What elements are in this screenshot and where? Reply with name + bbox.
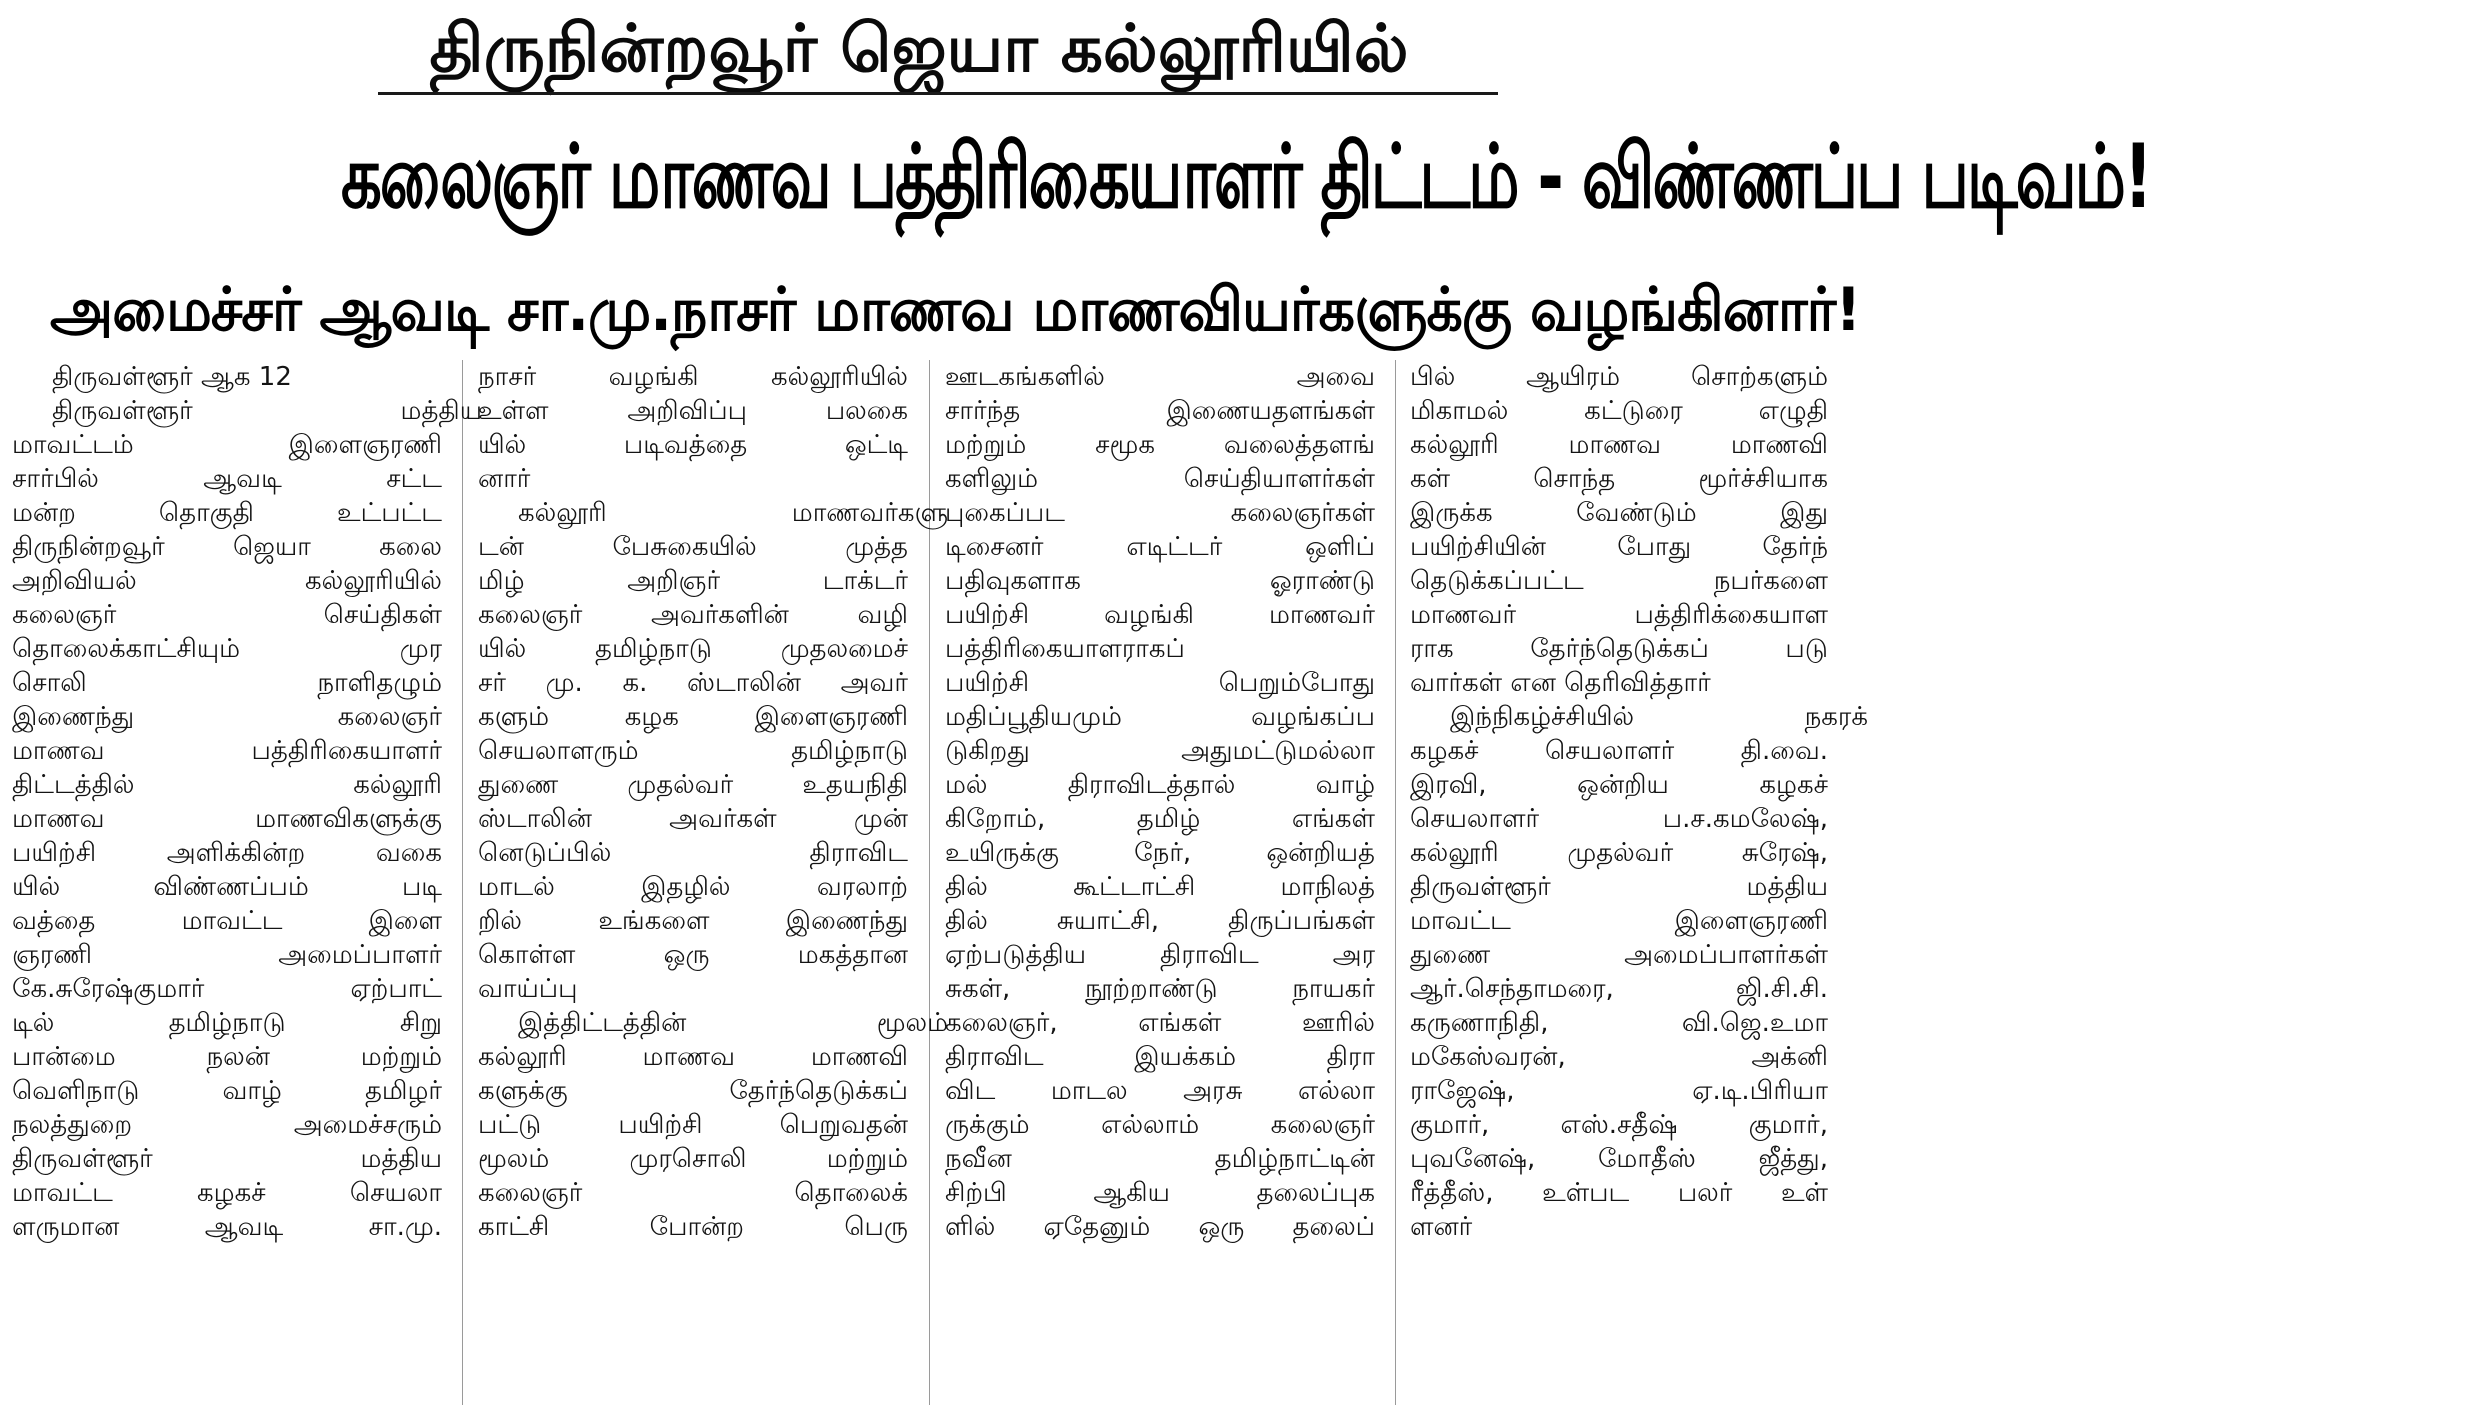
article-line: மாணவ மாணவிகளுக்கு [12,804,442,834]
article-line: குமார், எஸ்.சதீஷ் குமார், [1410,1110,1828,1140]
article-line: தில் கூட்டாட்சி மாநிலத் [945,872,1375,902]
article-line: பயிற்சி அளிக்கின்ற வகை [12,838,442,868]
article-line: கிறோம், தமிழ் எங்கள் [945,804,1375,834]
article-line: வெளிநாடு வாழ் தமிழர் [12,1076,442,1106]
main-headline [0,112,2151,242]
article-line: ளருமான ஆவடி சா.மு. [12,1212,442,1242]
article-line: பான்மை நலன் மற்றும் [12,1042,442,1072]
article-line: கருணாநிதி, வி.ஜெ.உமா [1410,1008,1828,1038]
article-line: செயலாளர் ப.ச.கமலேஷ், [1410,804,1828,834]
text-column-4 [1410,360,1868,1405]
column-divider [1395,360,1396,1405]
article-line: பயிற்சி வழங்கி மாணவர் [945,600,1375,630]
text-column-1 [12,360,482,1405]
article-line: மல் திராவிடத்தால் வாழ் [945,770,1375,800]
article-line: கலைஞர் அவர்களின் வழி [478,600,908,630]
article-line: கலைஞர் செய்திகள் [12,600,442,630]
article-line: நலத்துறை அமைச்சரும் [12,1110,442,1140]
article-line: சார்பில் ஆவடி சட்ட [12,464,442,494]
article-line: னார் [478,464,531,494]
article-line: கொள்ள ஒரு மகத்தான [478,940,908,970]
article-line: புவனேஷ், மோதீஸ் ஜீத்து, [1410,1144,1828,1174]
article-line: வாய்ப்பு [478,974,578,1004]
article-line: தில் சுயாட்சி, திருப்பங்கள் [945,906,1375,936]
article-line: திருவள்ளூர் ஆக 12 [52,362,292,392]
article-line: இருக்க வேண்டும் இது [1410,498,1828,528]
article-line: கழகச் செயலாளர் தி.வை. [1410,736,1828,766]
article-line: ஸ்டாலின் அவர்கள் முன் [478,804,908,834]
article-line: விட மாடல அரசு எல்லா [945,1076,1375,1106]
article-line: ஏற்படுத்திய திராவிட அர [945,940,1375,970]
article-line: களுக்கு தேர்ந்தெடுக்கப் [478,1076,908,1106]
article-line: ளில் ஏதேனும் ஒரு தலைப் [945,1212,1375,1242]
article-line: ராஜேஷ், ஏ.டி.பிரியா [1410,1076,1828,1106]
article-line: மிழ் அறிஞர் டாக்டர் [478,566,908,596]
text-column-2 [478,360,948,1405]
article-line: ஊடகங்களில் அவை [945,362,1375,392]
article-line: களிலும் செய்தியாளர்கள் [945,464,1375,494]
article-line: மாடல் இதழில் வரலாற் [478,872,908,902]
article-line: காட்சி போன்ற பெரு [478,1212,908,1242]
sub-headline [0,268,1861,352]
article-line: மதிப்பூதியமும் வழங்கப்ப [945,702,1375,732]
article-line: அறிவியல் கல்லூரியில் [12,566,442,596]
article-line: கே.சுரேஷ்குமார் ஏற்பாட் [12,974,442,1004]
article-line: மூலம் முரசொலி மற்றும் [478,1144,908,1174]
article-line: டில் தமிழ்நாடு சிறு [12,1008,442,1038]
article-line: கல்லூரி முதல்வர் சுரேஷ், [1410,838,1828,868]
article-line: திராவிட இயக்கம் திரா [945,1042,1375,1072]
article-line: மாவட்டம் இளைஞரணி [12,430,442,460]
article-line: மற்றும் சமூக வலைத்தளங் [945,430,1375,460]
article-line: வத்தை மாவட்ட இளை [12,906,442,936]
article-line: திருவள்ளூர் மத்திய [1410,872,1828,902]
article-line: சொலி நாளிதழும் [12,668,442,698]
article-line: ஆர்.செந்தாமரை, ஜி.சி.சி. [1410,974,1828,1004]
article-line: றில் உங்களை இணைந்து [478,906,908,936]
article-line: ரீத்தீஸ், உள்பட பலர் உள் [1410,1178,1828,1208]
article-line: களும் கழக இளைஞரணி [478,702,908,732]
article-line: திருவள்ளூர் மத்திய [12,1144,442,1174]
article-line: கல்லூரி மாணவ மாணவி [1410,430,1828,460]
article-line: கலைஞர் தொலைக் [478,1178,908,1208]
headline-text: கலைஞர் மாணவ பத்திரிகையாளர் திட்டம் - விண்ணப்ப படிவம்! [341,125,2151,228]
article-line: சர் மு. க. ஸ்டாலின் அவர் [478,668,908,698]
article-line: மாவட்ட இளைஞரணி [1410,906,1828,936]
article-line: தெடுக்கப்பட்ட நபர்களை [1410,566,1828,596]
kicker-underline [378,92,1498,95]
article-line: திருவள்ளூர் மத்திய [52,396,482,426]
article-line: இந்நிகழ்ச்சியில் நகரக் [1450,702,1868,732]
article-line: திட்டத்தில் கல்லூரி [12,770,442,800]
article-line: துணை அமைப்பாளர்கள் [1410,940,1828,970]
text-column-3 [945,360,1375,1405]
article-line: திருநின்றவூர் ஜெயா கலை [12,532,442,562]
article-line: சார்ந்த இணையதளங்கள் [945,396,1375,426]
article-line: இணைந்து கலைஞர் [12,702,442,732]
article-line: னெடுப்பில் திராவிட [478,838,908,868]
article-line: மாணவர் பத்திரிக்கையாள [1410,600,1828,630]
article-line: பதிவுகளாக ஓராண்டு [945,566,1375,596]
article-line: பில் ஆயிரம் சொற்களும் [1410,362,1828,392]
article-line: தொலைக்காட்சியும் முர [12,634,442,664]
article-line: நவீன தமிழ்நாட்டின் [945,1144,1375,1174]
article-line: பயிற்சியின் போது தேர்ந் [1410,532,1828,562]
article-line: நாசர் வழங்கி கல்லூரியில் [478,362,908,392]
article-line: வார்கள் என தெரிவித்தார் [1410,668,1711,698]
article-line: ஞரணி அமைப்பாளர் [12,940,442,970]
article-line: யில் படிவத்தை ஒட்டி [478,430,908,460]
article-line: டிசைனர் எடிட்டர் ஒளிப் [945,532,1375,562]
article-line: செயலாளரும் தமிழ்நாடு [478,736,908,766]
article-line: சிற்பி ஆகிய தலைப்புக [945,1178,1375,1208]
article-line: பத்திரிகையாளராகப் [945,634,1185,664]
article-line: கல்லூரி மாணவ மாணவி [478,1042,908,1072]
article-line: ராக தேர்ந்தெடுக்கப் படு [1410,634,1828,664]
article-line: மிகாமல் கட்டுரை எழுதி [1410,396,1828,426]
kicker-headline [0,4,1838,94]
article-line: யில் விண்ணப்பம் படி [12,872,442,902]
article-line: டுகிறது அதுமட்டுமல்லா [945,736,1375,766]
article-line: சுகள், நூற்றாண்டு நாயகர் [945,974,1375,1004]
column-divider [462,360,463,1405]
article-line: உள்ள அறிவிப்பு பலகை [478,396,908,426]
article-line: மாவட்ட கழகச் செயலா [12,1178,442,1208]
article-line: கலைஞர், எங்கள் ஊரில் [945,1008,1375,1038]
article-line: பட்டு பயிற்சி பெறுவதன் [478,1110,908,1140]
article-line: மகேஸ்வரன், அக்னி [1410,1042,1828,1072]
article-line: டன் பேசுகையில் முத்த [478,532,908,562]
article-line: கள் சொந்த மூர்ச்சியாக [1410,464,1828,494]
article-line: பயிற்சி பெறும்போது [945,668,1375,698]
article-line: ருக்கும் எல்லாம் கலைஞர் [945,1110,1375,1140]
article-line: கல்லூரி மாணவர்களு [518,498,948,528]
headline-text: திருநின்றவூர் ஜெயா கல்லூரியில் [429,10,1409,87]
article-line: இத்திட்டத்தின் மூலம் [518,1008,948,1038]
article-line: புகைப்பட கலைஞர்கள் [945,498,1375,528]
article-line: யில் தமிழ்நாடு முதலமைச் [478,634,908,664]
article-line: இரவி, ஒன்றிய கழகச் [1410,770,1828,800]
article-line: உயிருக்கு நேர், ஒன்றியத் [945,838,1375,868]
article-line: மாணவ பத்திரிகையாளர் [12,736,442,766]
article-line: மன்ற தொகுதி உட்பட்ட [12,498,442,528]
article-line: துணை முதல்வர் உதயநிதி [478,770,908,800]
article-line: ளனர் [1410,1212,1473,1242]
headline-text: அமைச்சர் ஆவடி சா.மு.நாசர் மாணவ மாணவியர்களுக்கு வழங்கினார்! [50,275,1861,345]
